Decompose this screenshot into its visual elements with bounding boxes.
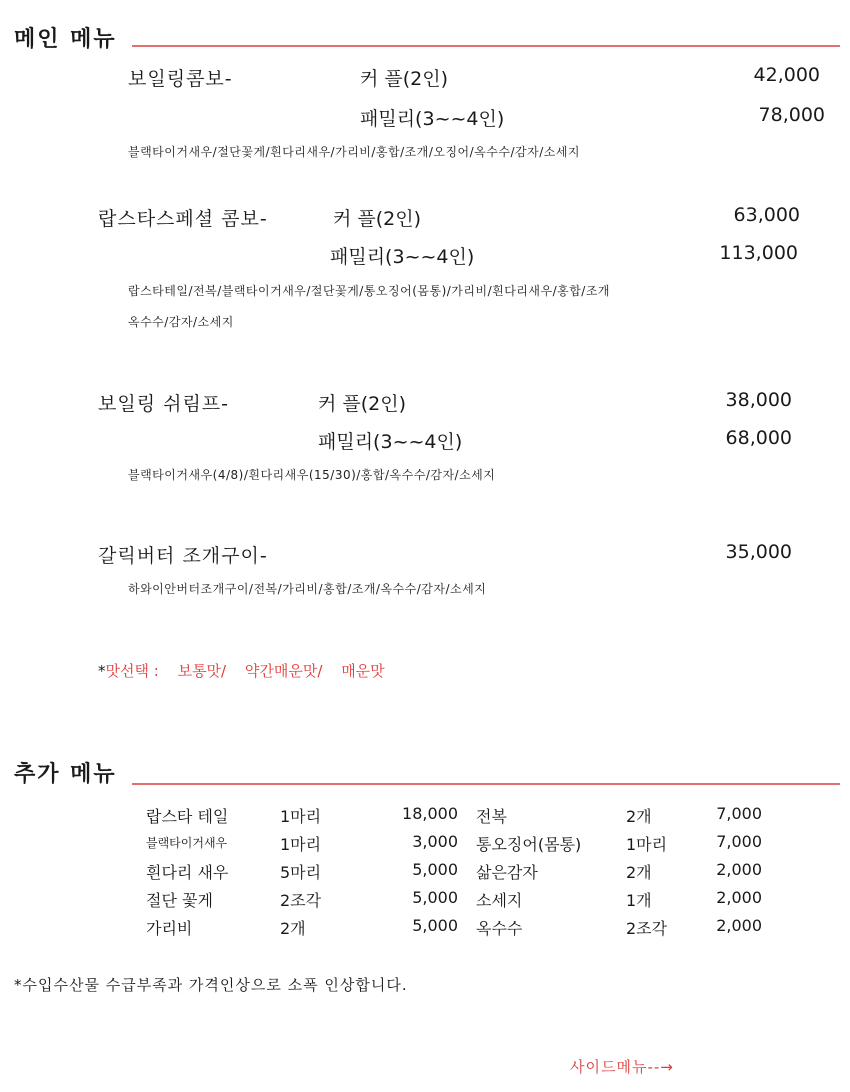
extra-item-name: 랍스타 테일 [146, 807, 229, 826]
menu-option-price: 42,000 [753, 64, 820, 86]
taste-option-mild: 보통맛/ [177, 662, 227, 680]
extra-item-price: 7,000 [716, 832, 762, 851]
menu-option-price: 68,000 [725, 427, 792, 449]
taste-selection [98, 660, 385, 681]
extra-item-name: 통오징어(몸통) [476, 835, 582, 854]
extra-item-qty: 2개 [626, 863, 652, 882]
menu-option-price: 35,000 [725, 541, 792, 563]
extra-item-price: 18,000 [402, 804, 458, 823]
price-notice: *수입수산물 수급부족과 가격인상으로 소폭 인상합니다. [14, 976, 408, 994]
menu-option-label: 커 플(2인) [360, 68, 449, 90]
extra-item-price: 5,000 [412, 860, 458, 879]
extra-item-price: 2,000 [716, 860, 762, 879]
extra-menu-title: 추가 메뉴 [14, 762, 117, 787]
menu-item-description: 블랙타이거새우(4/8)/흰다리새우(15/30)/홍합/옥수수/감자/소세지 [128, 468, 496, 482]
main-menu-divider [132, 45, 840, 47]
extra-item-name: 흰다리 새우 [146, 863, 229, 882]
extra-item-qty: 1마리 [626, 835, 668, 854]
extra-item-price: 5,000 [412, 888, 458, 907]
menu-option-label: 패밀리(3~~4인) [318, 431, 463, 453]
menu-option-label: 패밀리(3~~4인) [360, 108, 505, 130]
taste-option-hot: 매운맛 [341, 662, 385, 680]
extra-item-price: 3,000 [412, 832, 458, 851]
extra-item-qty: 1마리 [280, 807, 322, 826]
menu-option-price: 113,000 [719, 242, 798, 264]
extra-item-name: 전복 [476, 807, 507, 826]
extra-item-qty: 2조각 [626, 919, 668, 938]
extra-item-name: 블랙타이거새우 [146, 836, 228, 850]
menu-item-name: 랍스타스페셜 콤보- [98, 208, 268, 230]
menu-option-price: 63,000 [733, 204, 800, 226]
extra-item-qty: 1마리 [280, 835, 322, 854]
taste-label: 맛선택 : [105, 662, 159, 680]
menu-item-description: 옥수수/감자/소세지 [128, 315, 234, 329]
extra-item-name: 삶은감자 [476, 863, 538, 882]
menu-item-name: 보일링콤보- [128, 68, 233, 90]
taste-asterisk: * [98, 662, 106, 680]
extra-item-name: 소세지 [476, 891, 523, 910]
main-menu-title: 메인 메뉴 [14, 27, 117, 52]
extra-item-name: 옥수수 [476, 919, 523, 938]
menu-item-description: 블랙타이거새우/절단꽃게/흰다리새우/가리비/홍합/조개/오징어/옥수수/감자/소세지 [128, 145, 581, 159]
extra-item-qty: 2개 [626, 807, 652, 826]
menu-item-name: 갈릭버터 조개구이- [98, 545, 268, 567]
side-menu-link[interactable]: 사이드메뉴--→ [570, 1058, 674, 1076]
extra-item-qty: 2개 [280, 919, 306, 938]
extra-item-qty: 5마리 [280, 863, 322, 882]
extra-item-name: 가리비 [146, 919, 193, 938]
extra-item-price: 2,000 [716, 888, 762, 907]
menu-option-price: 78,000 [758, 104, 825, 126]
extra-menu-divider [132, 783, 840, 785]
taste-option-medium: 약간매운맛/ [244, 662, 323, 680]
menu-option-price: 38,000 [725, 389, 792, 411]
extra-item-qty: 1개 [626, 891, 652, 910]
menu-item-description: 랍스타테일/전복/블랙타이거새우/절단꽃게/통오징어(몸통)/가리비/흰다리새우/홍합/조개 [128, 284, 611, 298]
extra-item-name: 절단 꽃게 [146, 891, 213, 910]
menu-item-name: 보일링 쉬림프- [98, 393, 230, 415]
menu-option-label: 커 플(2인) [333, 208, 422, 230]
extra-item-price: 7,000 [716, 804, 762, 823]
menu-option-label: 패밀리(3~~4인) [330, 246, 475, 268]
extra-item-price: 5,000 [412, 916, 458, 935]
extra-item-price: 2,000 [716, 916, 762, 935]
extra-item-qty: 2조각 [280, 891, 322, 910]
menu-option-label: 커 플(2인) [318, 393, 407, 415]
menu-item-description: 하와이안버터조개구이/전복/가리비/홍합/조개/옥수수/감자/소세지 [128, 582, 487, 596]
